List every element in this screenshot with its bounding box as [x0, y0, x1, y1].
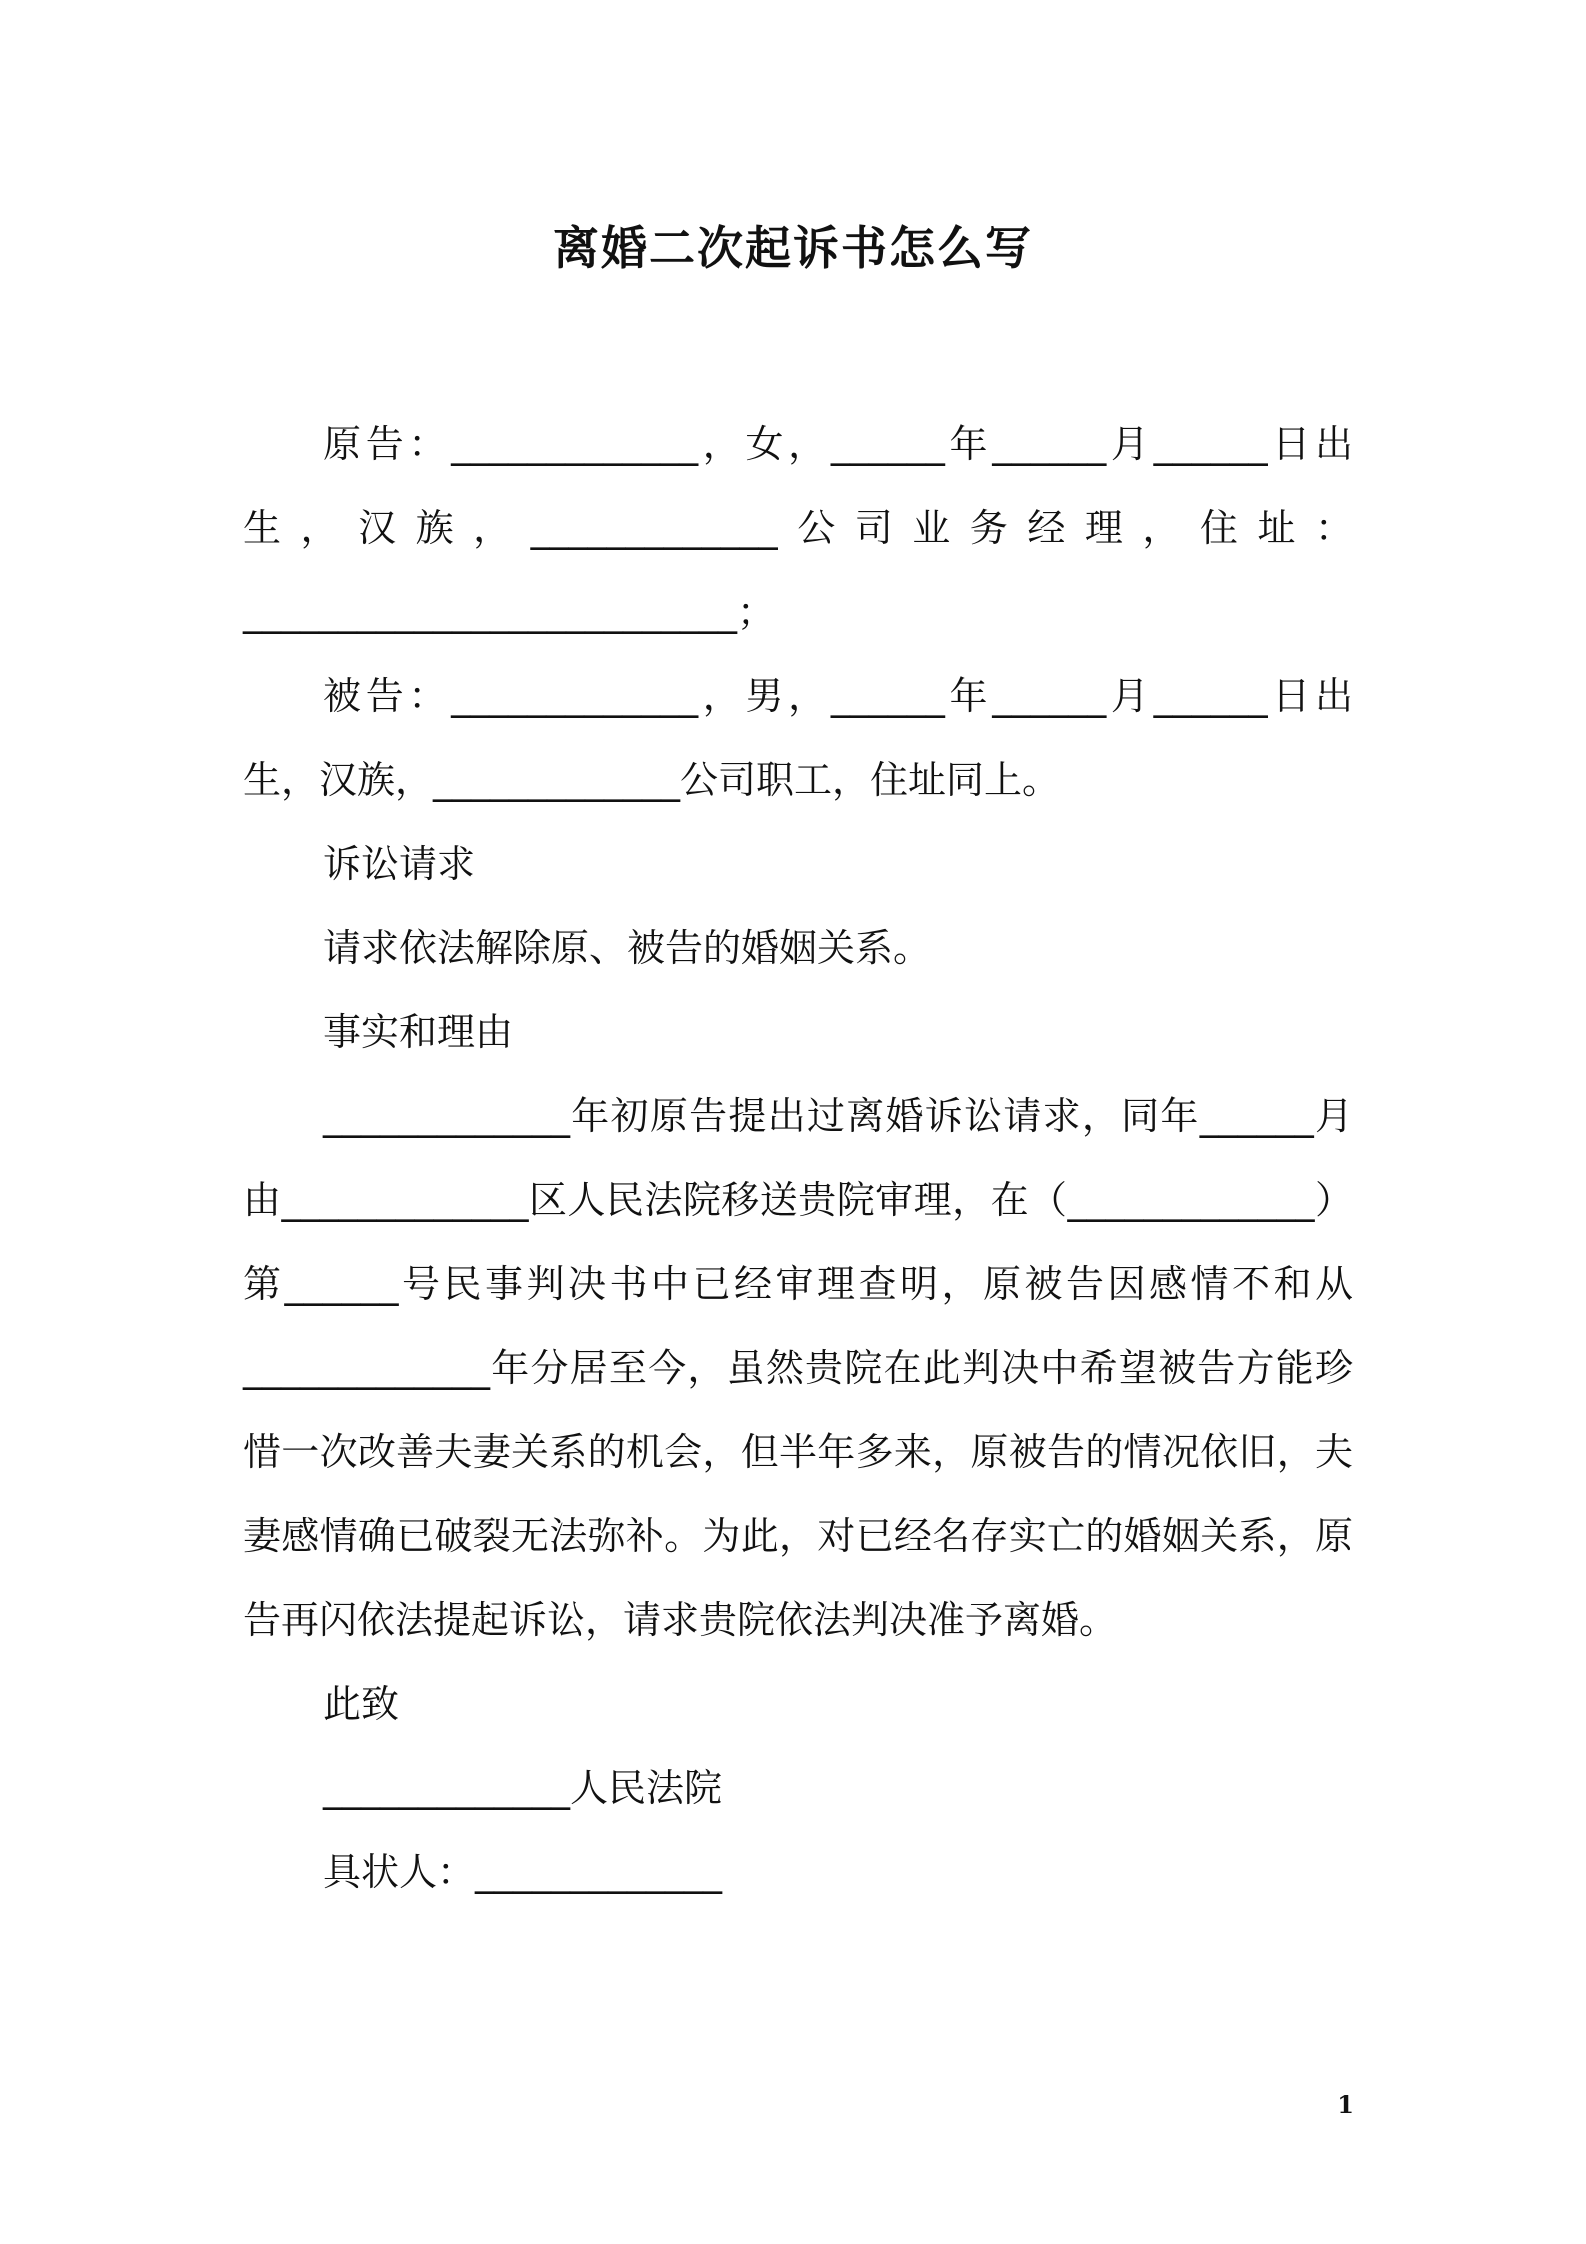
facts-paragraph: _____________年初原告提出过离婚诉讼请求，同年______月由_____________区人民法院移送贵院审理，在（_____________）第______号民事判决书中已经审理查明，原被告因感情不和从_____________年分居至今，虽然贵院在此判决中希望被告方能珍惜一次改善夫妻关系的机会，但半年多来，原被告的情况依旧，夫妻感情确已破裂无法弥补。为此，对已经名存实亡的婚姻关系，原告再闪依法提起诉讼，请求贵院依法判决准予离婚。 — [243, 1094, 1353, 1642]
document-title: 离婚二次起诉书怎么写 — [553, 221, 1033, 275]
claim-text: 请求依法解除原、被告的婚姻关系。 — [323, 926, 932, 970]
facts-heading: 事实和理由 — [323, 1010, 514, 1054]
signer-line: 具状人：_____________ — [323, 1850, 723, 1894]
document-body — [243, 402, 1353, 1914]
plaintiff-paragraph: 原告：_____________，女，______年______月______日出生，汉族，_____________公司业务经理，住址：__________________________； — [243, 422, 1353, 634]
claim-heading: 诉讼请求 — [323, 842, 476, 886]
defendant-paragraph: 被告：_____________，男，______年______月______日出生，汉族，_____________公司职工，住址同上。 — [243, 674, 1353, 802]
closing-salutation: 此致 — [323, 1682, 400, 1726]
page-number: 1 — [1337, 2090, 1354, 2119]
court-name: _____________人民法院 — [323, 1766, 723, 1810]
